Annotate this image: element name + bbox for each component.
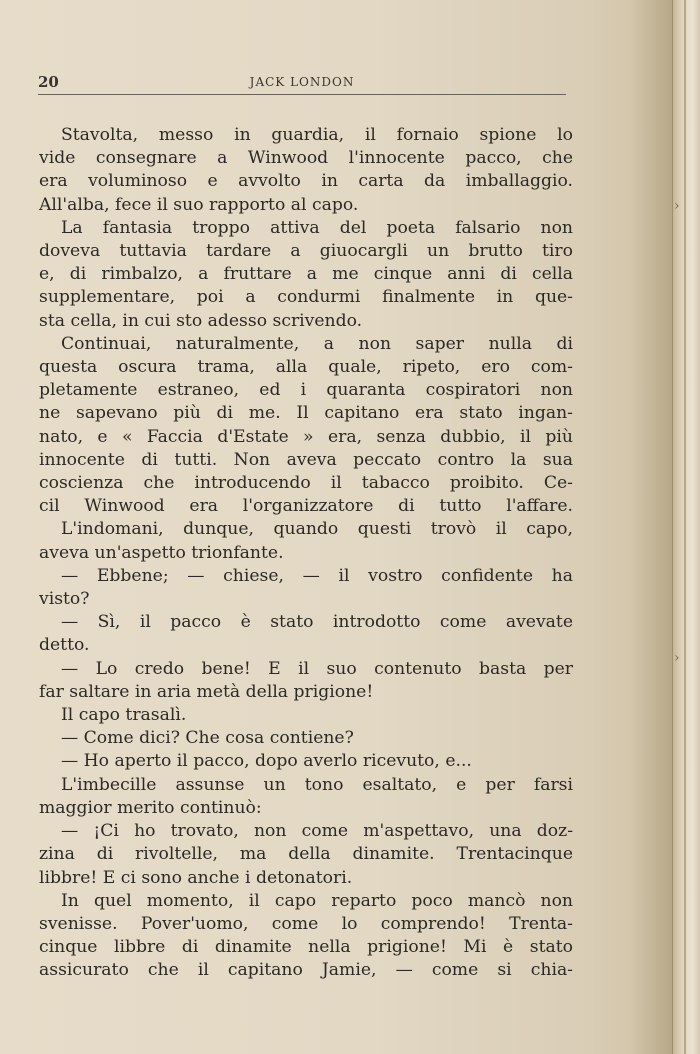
text-line: — Ho aperto il pacco, dopo averlo ricevuto, e... xyxy=(61,751,472,772)
page-edge xyxy=(672,0,700,1054)
text-line: cil Winwood era l'organizzatore di tutto l'affare. xyxy=(39,496,573,517)
text-line: libbre! E ci sono anche i detonatori. xyxy=(39,867,353,888)
text-line: coscienza che introducendo il tabacco proibito. Ce- xyxy=(39,473,573,494)
text-line: e, di rimbalzo, a fruttare a me cinque anni di cella xyxy=(39,264,573,285)
text-line: nato, e « Faccia d'Estate » era, senza dubbio, il più xyxy=(39,426,573,447)
text-line: sta cella, in cui sto adesso scrivendo. xyxy=(39,310,363,331)
text-line: visto? xyxy=(39,589,90,610)
text-line: L'indomani, dunque, quando questi trovò il capo, xyxy=(61,519,573,540)
text-line: — Come dici? Che cosa contiene? xyxy=(61,728,354,749)
text-line: All'alba, fece il suo rapporto al capo. xyxy=(39,194,359,215)
text-line: detto. xyxy=(39,635,90,656)
binding-notch-icon: › xyxy=(674,650,680,666)
text-line: — Sì, il pacco è stato introdotto come avevate xyxy=(61,612,573,633)
text-line: supplementare, poi a condurmi finalmente in que- xyxy=(39,287,573,308)
text-line: maggior merito continuò: xyxy=(39,797,262,818)
text-line: svenisse. Pover'uomo, come lo comprendo! Trenta- xyxy=(39,913,573,934)
text-line: questa oscura trama, alla quale, ripeto, ero com- xyxy=(39,357,573,378)
page-header xyxy=(38,72,566,95)
text-line: La fantasia troppo attiva del poeta falsario non xyxy=(61,217,573,238)
text-line: far saltare in aria metà della prigione! xyxy=(39,681,374,702)
binding-notch-icon: › xyxy=(674,198,680,214)
text-line: assicurato che il capitano Jamie, — come si chia- xyxy=(39,960,573,981)
text-line: era voluminoso e avvolto in carta da imballaggio. xyxy=(39,171,573,192)
text-line: — ¡Ci ho trovato, non come m'aspettavo, una doz- xyxy=(61,821,573,842)
text-line: aveva un'aspetto trionfante. xyxy=(39,542,284,563)
text-line: Il capo trasalì. xyxy=(61,705,187,726)
page-gutter-shadow xyxy=(630,0,672,1054)
page-edge-line xyxy=(684,0,686,1054)
body-text xyxy=(39,124,573,983)
running-head: JACK LONDON xyxy=(249,75,355,89)
text-line: ne sapevano più di me. Il capitano era stato ingan- xyxy=(39,403,573,424)
text-line: Continuai, naturalmente, a non saper nulla di xyxy=(61,333,573,354)
text-line: doveva tuttavia tardare a giuocargli un brutto tiro xyxy=(39,241,573,262)
text-line: L'imbecille assunse un tono esaltato, e per farsi xyxy=(61,774,573,795)
text-line: pletamente estraneo, ed i quaranta cospiratori non xyxy=(39,380,573,401)
text-line: innocente di tutti. Non aveva peccato contro la sua xyxy=(39,449,573,470)
text-line: In quel momento, il capo reparto poco mancò non xyxy=(61,890,573,911)
text-line: — Ebbene; — chiese, — il vostro confidente ha xyxy=(61,565,573,586)
text-line: vide consegnare a Winwood l'innocente pacco, che xyxy=(39,148,573,169)
text-line: zina di rivoltelle, ma della dinamite. Trentacinque xyxy=(39,844,573,865)
text-line: — Lo credo bene! E il suo contenuto basta per xyxy=(61,658,573,679)
page-number: 20 xyxy=(38,73,59,91)
text-line: Stavolta, messo in guardia, il fornaio spione lo xyxy=(61,125,573,145)
text-line: cinque libbre di dinamite nella prigione! Mi è stato xyxy=(39,937,573,958)
